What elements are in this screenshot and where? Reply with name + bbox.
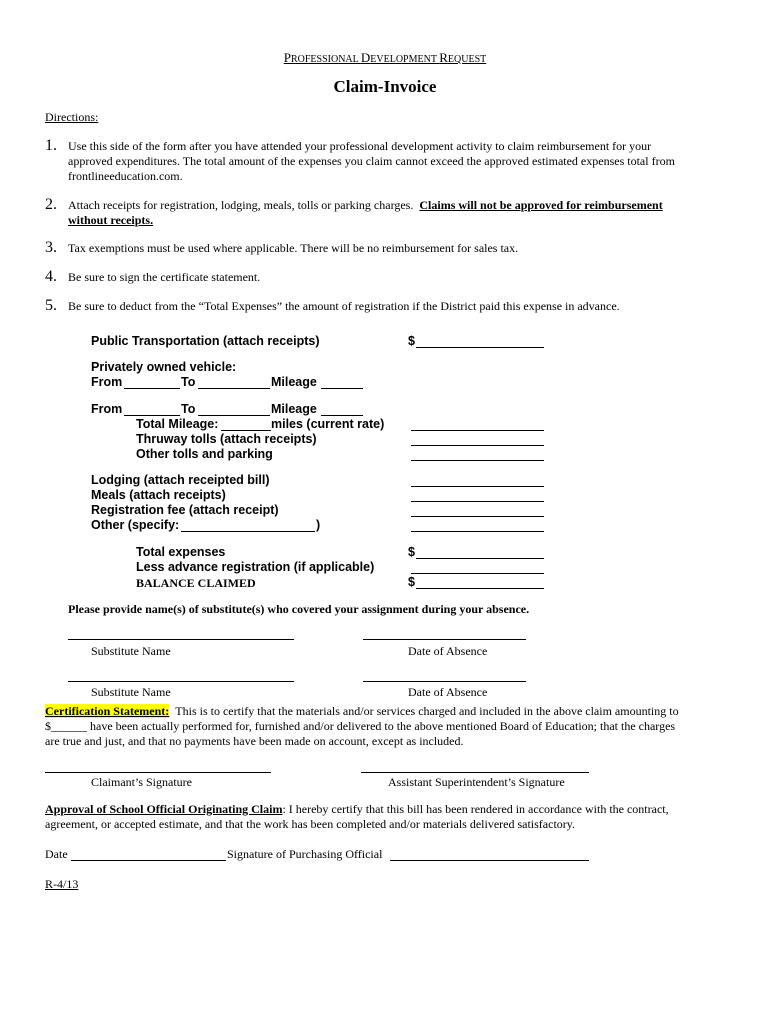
from-label-1: From [91, 375, 123, 389]
directions-heading: Directions: [45, 110, 99, 124]
from-label-2: From [91, 402, 123, 416]
purchasing-official-signature-field[interactable] [390, 860, 589, 861]
form-code: R-4/13 [45, 877, 79, 891]
direction-text-3: Tax exemptions must be used where applicable. There will be no reimbursement for sales tax. [68, 241, 519, 255]
direction-number-4: 4. [45, 268, 57, 285]
direction-number-1: 1. [45, 137, 57, 154]
approval-statement [45, 802, 669, 832]
lodging-label: Lodging (attach receipted bill) [91, 473, 270, 487]
mileage-amount-field[interactable] [411, 430, 544, 431]
direction-2-text: Attach receipts for registration, lodging, meals, tolls or parking charges. [68, 198, 414, 212]
direction-1-line-1: Use this side of the form after you have attended your professional development activity to claim reimbursement for your [68, 139, 652, 153]
balance-claimed-label: BALANCE CLAIMED [136, 576, 256, 590]
direction-number-5: 5. [45, 297, 57, 314]
private-vehicle-label: Privately owned vehicle: [91, 360, 237, 374]
meals-amount-field[interactable] [411, 501, 544, 502]
direction-text-5: Be sure to deduct from the “Total Expenses” the amount of registration if the District paid this expense in advance. [68, 299, 620, 313]
direction-2-bold-2: without receipts. [68, 213, 154, 227]
dollar-sign-public: $ [408, 334, 415, 348]
substitute-name-field-1[interactable] [68, 639, 294, 640]
title-cap-r: R [439, 50, 448, 65]
date-label: Date [45, 847, 68, 861]
thruway-label: Thruway tolls (attach receipts) [136, 432, 317, 446]
direction-2-bold-1: Claims will not be approved for reimbursement [419, 198, 663, 212]
certification-line-1: This is to certify that the materials and/or services charged and included in the above claim amounting to [175, 704, 679, 718]
approval-line-1: : I hereby certify that this bill has been rendered in accordance with the contract, [282, 802, 669, 816]
asst-superintendent-signature-field[interactable] [361, 772, 589, 773]
direction-number-2: 2. [45, 196, 57, 213]
from-field-1[interactable] [124, 388, 180, 389]
less-advance-label: Less advance registration (if applicable) [136, 560, 375, 574]
mileage-label-1: Mileage [271, 375, 317, 389]
miles-rate-label: miles (current rate) [271, 417, 385, 431]
direction-text-4: Be sure to sign the certificate statement. [68, 270, 261, 284]
date-of-absence-field-2[interactable] [363, 681, 526, 682]
certification-amount-field[interactable]: ______ [51, 719, 87, 733]
other-tolls-amount-field[interactable] [411, 460, 544, 461]
direction-1-line-2: approved expenditures. The total amount of the expenses you claim cannot exceed the approved estimated expenses total from [68, 154, 675, 168]
public-transport-label: Public Transportation (attach receipts) [91, 334, 320, 348]
date-field[interactable] [71, 860, 226, 861]
registration-label: Registration fee (attach receipt) [91, 503, 279, 517]
title-small-1: ROFESSIONAL [290, 54, 361, 65]
to-label-2: To [181, 402, 196, 416]
other-specify-field[interactable] [181, 531, 315, 532]
certification-line-2: have been actually performed for, furnished and/or delivered to the above mentioned Board of Education; that the charges [87, 719, 676, 733]
purchasing-official-signature-label: Signature of Purchasing Official [227, 847, 383, 861]
balance-claimed-field[interactable] [416, 588, 544, 589]
date-of-absence-field-1[interactable] [363, 639, 526, 640]
substitute-name-field-2[interactable] [68, 681, 294, 682]
total-mileage-label: Total Mileage: [136, 417, 219, 431]
title-small-3: EQUEST [447, 54, 487, 65]
to-field-1[interactable] [198, 388, 270, 389]
from-field-2[interactable] [124, 415, 180, 416]
total-expenses-field[interactable] [416, 558, 544, 559]
substitute-name-label-2: Substitute Name [91, 685, 171, 699]
total-expenses-label: Total expenses [136, 545, 226, 559]
direction-1-line-3: frontlineeducation.com. [68, 169, 183, 183]
certification-dollar: $ [45, 719, 51, 733]
total-mileage-field[interactable] [221, 430, 271, 431]
direction-text-2 [68, 198, 663, 228]
other-specify-label: Other (specify: [91, 518, 180, 532]
direction-text-1 [68, 139, 675, 184]
mileage-field-1[interactable] [321, 388, 363, 389]
date-of-absence-label-2: Date of Absence [408, 685, 488, 699]
dollar-sign-balance: $ [408, 575, 415, 589]
form-title [0, 50, 770, 66]
other-tolls-label: Other tolls and parking [136, 447, 273, 461]
thruway-amount-field[interactable] [411, 445, 544, 446]
approval-line-2: agreement, or accepted estimate, and that the work has been completed and/or materials delivered satisfactory. [45, 817, 575, 831]
claimant-signature-field[interactable] [45, 772, 271, 773]
mileage-field-2[interactable] [321, 415, 363, 416]
title-small-2: EVELOPMENT [370, 54, 440, 65]
title-cap-d: D [360, 50, 371, 65]
substitute-name-label-1: Substitute Name [91, 644, 171, 658]
approval-label: Approval of School Official Originating Claim [45, 802, 283, 816]
asst-superintendent-signature-label: Assistant Superintendent’s Signature [388, 775, 565, 789]
form-subtitle: Claim-Invoice [333, 77, 437, 96]
public-transport-amount-field[interactable] [416, 347, 544, 348]
to-label-1: To [181, 375, 196, 389]
to-field-2[interactable] [198, 415, 270, 416]
title-cap-p: P [283, 50, 291, 65]
other-close-paren: ) [316, 518, 321, 532]
less-advance-field[interactable] [411, 573, 544, 574]
registration-amount-field[interactable] [411, 516, 544, 517]
lodging-amount-field[interactable] [411, 486, 544, 487]
mileage-label-2: Mileage [271, 402, 317, 416]
certification-statement [45, 704, 679, 749]
substitute-prompt: Please provide name(s) of substitute(s) who covered your assignment during your absence. [68, 602, 530, 616]
certification-line-3: are true and just, and that no payments have been made on account, except as included. [45, 734, 464, 748]
certification-label: Certification Statement: [45, 704, 170, 718]
meals-label: Meals (attach receipts) [91, 488, 226, 502]
date-of-absence-label-1: Date of Absence [408, 644, 488, 658]
direction-number-3: 3. [45, 239, 57, 256]
other-amount-field[interactable] [411, 531, 544, 532]
claimant-signature-label: Claimant’s Signature [91, 775, 192, 789]
dollar-sign-total: $ [408, 545, 415, 559]
